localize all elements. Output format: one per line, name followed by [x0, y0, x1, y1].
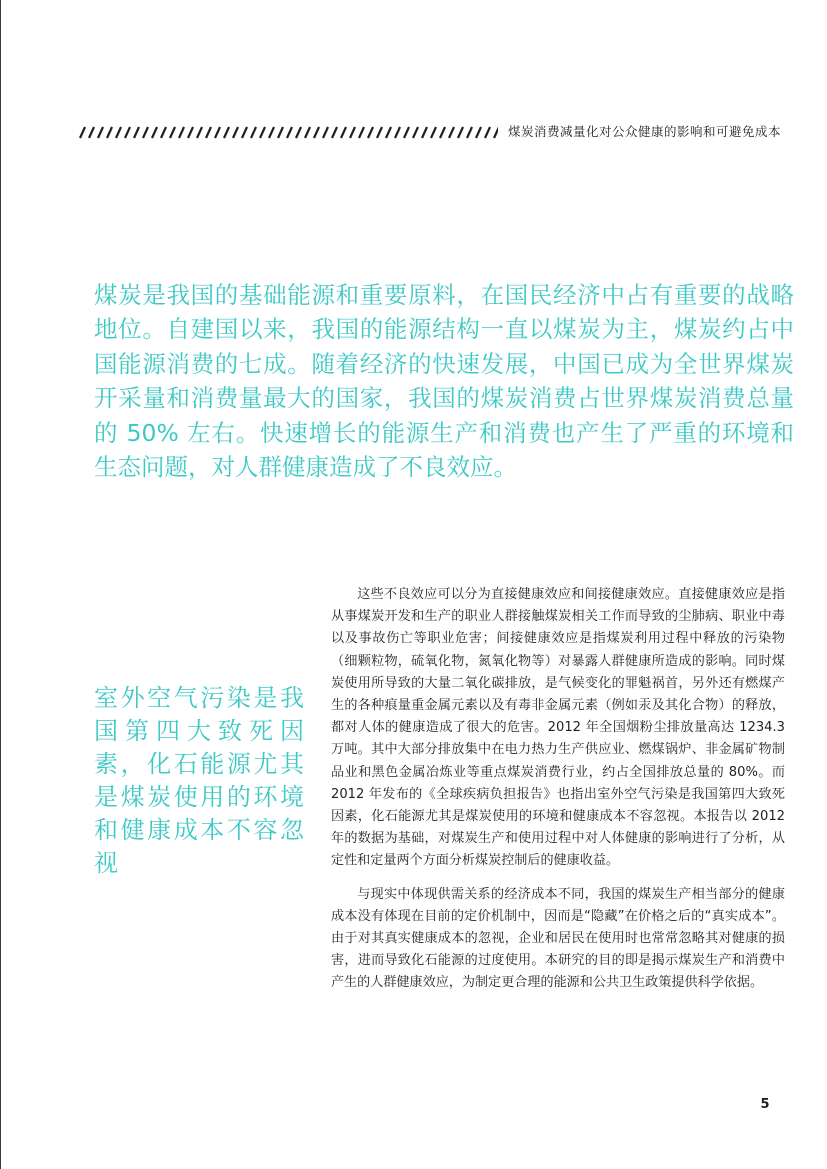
lead-paragraph: 煤炭是我国的基础能源和重要原料，在国民经济中占有重要的战略地位。自建国以来，我国的能源结构一直以煤炭为主，煤炭约占中国能源消费的七成。随着经济的快速发展，中国已成为全世界煤炭开采量和消费量最大的国家，我国的煤炭消费占世界煤炭消费总量的 50% 左右。快速增长的能源生产和消费也产生了严重的环境和生态问题，对人群健康造成了不良效应。 — [94, 281, 794, 482]
hatch-stroke — [422, 127, 427, 138]
hatch-stroke — [242, 127, 247, 138]
hatch-stroke — [188, 127, 193, 138]
hatch-stroke — [215, 127, 220, 138]
hatch-stroke — [485, 127, 490, 138]
hatch-stroke — [314, 127, 319, 138]
hatch-stroke — [161, 127, 166, 138]
header-hatch-decoration — [78, 126, 498, 139]
hatch-stroke — [305, 127, 310, 138]
hatch-stroke — [332, 127, 337, 138]
hatch-stroke — [233, 127, 238, 138]
hatch-stroke — [323, 127, 328, 138]
hatch-stroke — [377, 127, 382, 138]
hatch-stroke — [125, 127, 130, 138]
hatch-stroke — [98, 127, 103, 138]
pull-quote: 室外空气污染是我国第四大致死因素，化石能源尤其是煤炭使用的环境和健康成本不容忽视 — [94, 684, 304, 877]
hatch-stroke — [341, 127, 346, 138]
hatch-stroke — [440, 127, 445, 138]
hatch-stroke — [89, 127, 94, 138]
hatch-stroke — [476, 127, 481, 138]
hatch-stroke — [494, 127, 498, 138]
hatch-stroke — [467, 127, 472, 138]
hatch-stroke — [224, 127, 229, 138]
page-number: 5 — [760, 1097, 770, 1112]
running-header-title: 煤炭消费减量化对公众健康的影响和可避免成本 — [508, 124, 782, 139]
hatch-stroke — [386, 127, 391, 138]
hatch-stroke — [134, 127, 139, 138]
hatch-stroke — [431, 127, 436, 138]
hatch-stroke — [143, 127, 148, 138]
hatch-stroke — [152, 127, 157, 138]
hatch-stroke — [251, 127, 256, 138]
hatch-stroke — [80, 127, 85, 138]
body-paragraph: 与现实中体现供需关系的经济成本不同，我国的煤炭生产相当部分的健康成本没有体现在目前的定价机制中，因而是“隐藏”在价格之后的“真实成本”。由于对其真实健康成本的忽视，企业和居民在使用时也常常忽略其对健康的损害，进而导致化石能源的过度使用。本研究的目的即是揭示煤炭生产和消费中产生的人群健康效应，为制定更合理的能源和公共卫生政策提供科学依据。 — [331, 886, 785, 991]
hatch-stroke — [278, 127, 283, 138]
hatch-stroke — [197, 127, 202, 138]
hatch-stroke — [206, 127, 211, 138]
hatch-stroke — [449, 127, 454, 138]
hatch-stroke — [350, 127, 355, 138]
hatch-stroke — [404, 127, 409, 138]
hatch-stroke — [296, 127, 301, 138]
hatch-stroke — [287, 127, 292, 138]
hatch-stroke — [107, 127, 112, 138]
body-paragraph: 这些不良效应可以分为直接健康效应和间接健康效应。直接健康效应是指从事煤炭开发和生产的职业人群接触煤炭相关工作而导致的尘肺病、职业中毒以及事故伤亡等职业危害；间接健康效应是指煤炭利用过程中释放的污染物（细颗粒物，硫氧化物，氮氧化物等）对暴露人群健康所造成的影响。同时煤炭使用所导致的大量二氧化碳排放，是气候变化的罪魁祸首，另外还有燃煤产生的各种痕量重金属元素以及有毒非金属元素（例如汞及其化合物）的释放，都对人体的健康造成了很大的危害。2012 年全国烟粉尘排放量高达 1234.3 万吨。其中大部分排放集中在电力热力生产供应业、燃煤锅炉、非金属矿物制品业和黑色金属冶炼业等重点煤炭消费行业，约占全国排放总量的 80%。而 2012 年发布的《全球疾病负担报告》也指出室外空气污染是我国第四大致死因素，化石能源尤其是煤炭使用的环境和健康成本不容忽视。本报告以 2012 年的数据为基础，对煤炭生产和使用过程中对人体健康的影响进行了分析，从定性和定量两个方面分析煤炭控制后的健康收益。 — [331, 587, 785, 869]
hatch-stroke — [368, 127, 373, 138]
hatch-stroke — [179, 127, 184, 138]
body-text-column — [331, 584, 785, 1006]
hatch-stroke — [170, 127, 175, 138]
hatch-stroke — [359, 127, 364, 138]
hatch-stroke — [116, 127, 121, 138]
hatch-stroke — [260, 127, 265, 138]
hatch-stroke — [413, 127, 418, 138]
page-edge-rule — [0, 0, 1, 1169]
hatch-stroke — [269, 127, 274, 138]
hatch-stroke — [395, 127, 400, 138]
hatch-stroke — [458, 127, 463, 138]
